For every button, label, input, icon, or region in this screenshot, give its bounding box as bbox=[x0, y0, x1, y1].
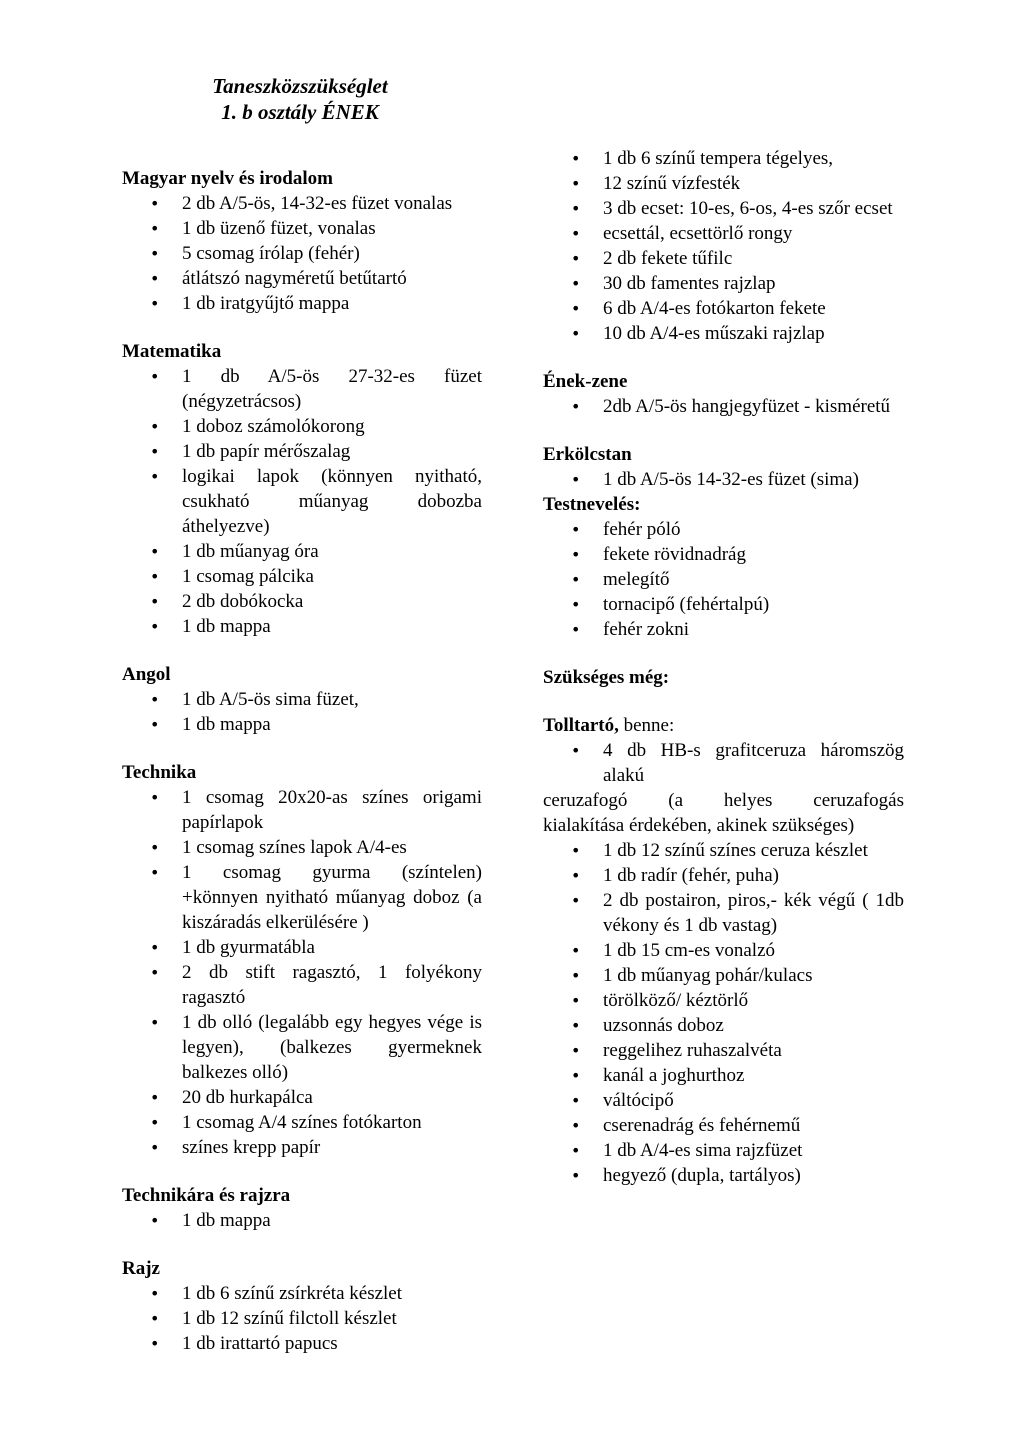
section-title-magyar: Magyar nyelv és irodalom bbox=[122, 168, 333, 189]
spacer bbox=[122, 1233, 482, 1256]
list-item: • 10 db A/4-es műszaki rajzlap bbox=[543, 321, 904, 346]
section-title-technika: Technika bbox=[122, 762, 197, 783]
document-title bbox=[130, 73, 470, 125]
list-item: • 5 csomag írólap (fehér) bbox=[122, 241, 482, 266]
list-item: • ecsettál, ecsettörlő rongy bbox=[543, 221, 904, 246]
list-item: • színes krepp papír bbox=[122, 1135, 482, 1160]
list-item: • 1 db üzenő füzet, vonalas bbox=[122, 216, 482, 241]
paragraph-line: ceruzafogó (a helyes ceruzafogás bbox=[543, 790, 904, 811]
list-item: • 2db A/5-ös hangjegyfüzet - kisméretű bbox=[543, 394, 904, 419]
list-item: • 1 db mappa bbox=[122, 1208, 482, 1233]
list-testneveles bbox=[543, 517, 904, 642]
list-item: • 1 db irattartó papucs bbox=[122, 1331, 482, 1356]
list-item: • 30 db famentes rajzlap bbox=[543, 271, 904, 296]
list-technika bbox=[122, 785, 482, 1160]
list-item: • 1 db A/5-ös sima füzet, bbox=[122, 687, 482, 712]
list-item: • 1 db papír mérőszalag bbox=[122, 439, 482, 464]
list-item: • 2 db dobókocka bbox=[122, 589, 482, 614]
list-item: • 1 db A/5-ös 27-32-es füzet (négyzetrácsos) bbox=[122, 364, 482, 414]
list-item: • 1 db mappa bbox=[122, 614, 482, 639]
list-item: • 2 db fekete tűfilc bbox=[543, 246, 904, 271]
list-item: • fekete rövidnadrág bbox=[543, 542, 904, 567]
list-item: • 1 db 12 színű filctoll készlet bbox=[122, 1306, 482, 1331]
section-title-rajz: Rajz bbox=[122, 1258, 160, 1279]
left-column bbox=[122, 166, 482, 1356]
list-item: • 1 db gyurmatábla bbox=[122, 935, 482, 960]
spacer bbox=[543, 346, 904, 369]
list-item: • 1 db A/4-es sima rajzfüzet bbox=[543, 1138, 904, 1163]
spacer bbox=[543, 690, 904, 713]
list-item: • törölköző/ kéztörlő bbox=[543, 988, 904, 1013]
list-item: • 1 csomag A/4 színes fotókarton bbox=[122, 1110, 482, 1135]
spacer bbox=[122, 639, 482, 662]
paragraph-line: kialakítása érdekében, akinek szükséges) bbox=[543, 815, 855, 836]
list-item: • 6 db A/4-es fotókarton fekete bbox=[543, 296, 904, 321]
list-enek bbox=[543, 394, 904, 419]
list-item: • 12 színű vízfesték bbox=[543, 171, 904, 196]
list-erkolcstan bbox=[543, 467, 904, 492]
section-title-testneveles: Testnevelés: bbox=[543, 494, 641, 515]
list-angol bbox=[122, 687, 482, 737]
list-item: • 1 db műanyag óra bbox=[122, 539, 482, 564]
list-item: • tornacipő (fehértalpú) bbox=[543, 592, 904, 617]
section-title-erkolcstan: Erkölcstan bbox=[543, 444, 632, 465]
list-item: • 1 db 15 cm-es vonalzó bbox=[543, 938, 904, 963]
list-item: • 2 db postairon, piros,- kék végű ( 1db vékony és 1 db vastag) bbox=[543, 888, 904, 938]
list-rajz-continued bbox=[543, 146, 904, 346]
list-item: • hegyező (dupla, tartályos) bbox=[543, 1163, 904, 1188]
list-item: • 2 db A/5-ös, 14-32-es füzet vonalas bbox=[122, 191, 482, 216]
list-item: • 1 csomag 20x20-as színes origami papírlapok bbox=[122, 785, 482, 835]
list-tolltarto-b bbox=[543, 838, 904, 1188]
title-line-2: 1. b osztály ÉNEK bbox=[221, 100, 379, 124]
list-item: • átlátszó nagyméretű betűtartó bbox=[122, 266, 482, 291]
list-tolltarto-a bbox=[543, 738, 904, 788]
spacer bbox=[543, 419, 904, 442]
section-title-matematika: Matematika bbox=[122, 341, 222, 362]
list-item: • reggelihez ruhaszalvéta bbox=[543, 1038, 904, 1063]
list-item: • cserenadrág és fehérnemű bbox=[543, 1113, 904, 1138]
list-item: • 1 db 6 színű zsírkréta készlet bbox=[122, 1281, 482, 1306]
list-item: • 1 db iratgyűjtő mappa bbox=[122, 291, 482, 316]
section-title-technikara: Technikára és rajzra bbox=[122, 1185, 291, 1206]
spacer bbox=[122, 316, 482, 339]
list-item: • 1 db 6 színű tempera tégelyes, bbox=[543, 146, 904, 171]
list-item: • 1 db A/5-ös 14-32-es füzet (sima) bbox=[543, 467, 904, 492]
section-title-enek: Ének-zene bbox=[543, 371, 628, 392]
list-item: • kanál a joghurthoz bbox=[543, 1063, 904, 1088]
list-item: • 3 db ecset: 10-es, 6-os, 4-es szőr ecset bbox=[543, 196, 904, 221]
list-item: • 1 csomag gyurma (színtelen) +könnyen nyitható műanyag doboz (a kiszáradás elkerülésére ) bbox=[122, 860, 482, 935]
list-item: • 1 db 12 színű színes ceruza készlet bbox=[543, 838, 904, 863]
title-line-1: Taneszközszükséglet bbox=[212, 74, 388, 98]
right-column bbox=[543, 146, 904, 1188]
tolltarto-label: Tolltartó, bbox=[543, 715, 619, 736]
list-item: • váltócipő bbox=[543, 1088, 904, 1113]
list-rajz bbox=[122, 1281, 482, 1356]
list-item: • 4 db HB-s grafitceruza háromszög alakú bbox=[543, 738, 904, 788]
section-title-szukseges: Szükséges még: bbox=[543, 667, 670, 688]
list-magyar bbox=[122, 191, 482, 316]
list-item: • 1 doboz számolókorong bbox=[122, 414, 482, 439]
list-item: • 20 db hurkapálca bbox=[122, 1085, 482, 1110]
list-item: • uzsonnás doboz bbox=[543, 1013, 904, 1038]
list-item: • 1 csomag pálcika bbox=[122, 564, 482, 589]
tolltarto-suffix: benne: bbox=[618, 715, 675, 736]
list-item: • 1 db radír (fehér, puha) bbox=[543, 863, 904, 888]
list-item: • 1 db műanyag pohár/kulacs bbox=[543, 963, 904, 988]
list-item: • 1 db olló (legalább egy hegyes vége is legyen), (balkezes gyermeknek balkezes olló) bbox=[122, 1010, 482, 1085]
spacer bbox=[122, 737, 482, 760]
ceruzafogo-paragraph bbox=[543, 788, 904, 838]
list-item: • 1 db mappa bbox=[122, 712, 482, 737]
list-item: • 1 csomag színes lapok A/4-es bbox=[122, 835, 482, 860]
list-item: • fehér zokni bbox=[543, 617, 904, 642]
list-matematika bbox=[122, 364, 482, 639]
section-title-angol: Angol bbox=[122, 664, 171, 685]
section-title-tolltarto bbox=[543, 713, 904, 738]
list-technikara bbox=[122, 1208, 482, 1233]
list-item: • 2 db stift ragasztó, 1 folyékony ragasztó bbox=[122, 960, 482, 1010]
spacer bbox=[122, 1160, 482, 1183]
list-item: • melegítő bbox=[543, 567, 904, 592]
spacer bbox=[543, 642, 904, 665]
list-item: • fehér póló bbox=[543, 517, 904, 542]
list-item: • logikai lapok (könnyen nyitható, csukható műanyag dobozba áthelyezve) bbox=[122, 464, 482, 539]
